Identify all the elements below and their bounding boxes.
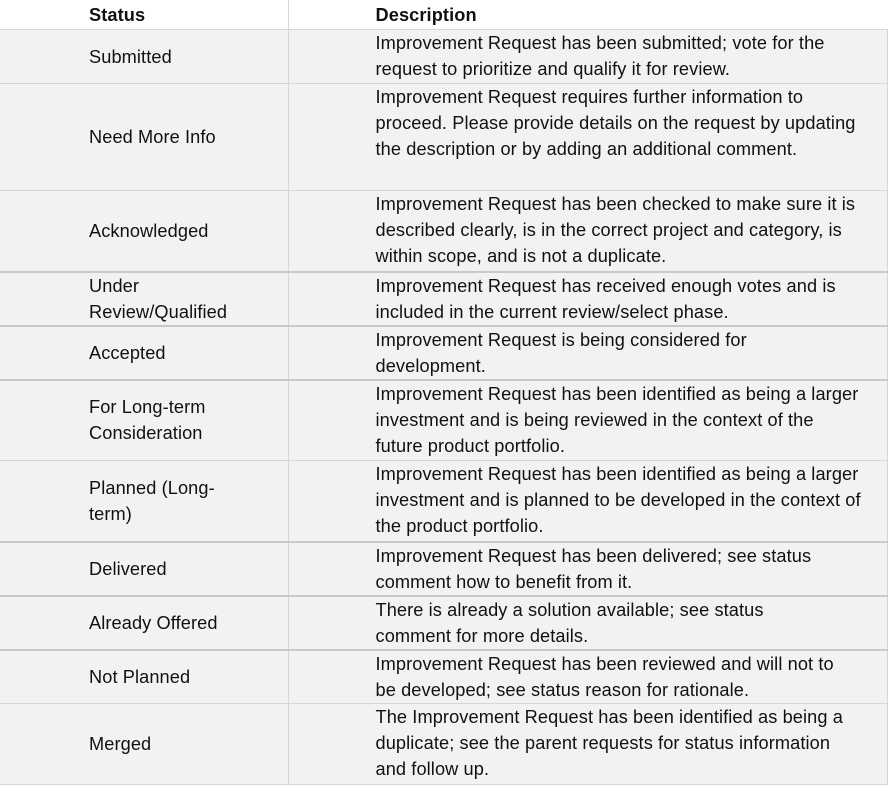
description-cell: Improvement Request has been checked to make sure it is described clearly, is in the correct project and category, is within scope, and is not a duplicate.	[288, 191, 887, 272]
table-row	[0, 30, 887, 84]
status-column-header: Status	[0, 0, 288, 30]
status-cell: For Long-term Consideration	[0, 380, 288, 461]
table-row	[0, 326, 887, 380]
description-cell: Improvement Request has been identified as being a larger investment and is being reviewed in the context of the future product portfolio.	[288, 380, 887, 461]
status-cell: Delivered	[0, 542, 288, 596]
status-cell: Already Offered	[0, 596, 288, 650]
description-cell: Improvement Request has been identified as being a larger investment and is planned to be developed in the context of the product portfolio.	[288, 461, 887, 542]
status-cell: Not Planned	[0, 650, 288, 704]
table-row	[0, 461, 887, 542]
description-cell: Improvement Request has been submitted; vote for the request to prioritize and qualify it for review.	[288, 30, 887, 84]
table-row	[0, 272, 887, 326]
table-row	[0, 380, 887, 461]
status-cell: Under Review/Qualified	[0, 272, 288, 326]
header-row	[0, 0, 887, 30]
description-cell: Improvement Request requires further information to proceed. Please provide details on the request by updating the description or by adding an additional comment.	[288, 84, 887, 191]
description-cell: Improvement Request is being considered for development.	[288, 326, 887, 380]
description-cell: There is already a solution available; see status comment for more details.	[288, 596, 887, 650]
table-row	[0, 84, 887, 191]
status-cell: Acknowledged	[0, 191, 288, 272]
status-cell: Merged	[0, 704, 288, 785]
table-row	[0, 542, 887, 596]
status-cell: Submitted	[0, 30, 288, 84]
status-cell: Accepted	[0, 326, 288, 380]
status-cell: Planned (Long-term)	[0, 461, 288, 542]
description-cell: Improvement Request has been delivered; see status comment how to benefit from it.	[288, 542, 887, 596]
table-row	[0, 191, 887, 272]
table-row	[0, 596, 887, 650]
description-cell: The Improvement Request has been identified as being a duplicate; see the parent requests for status information and follow up.	[288, 704, 887, 785]
description-column-header: Description	[288, 0, 887, 30]
table-row	[0, 650, 887, 704]
description-cell: Improvement Request has received enough votes and is included in the current review/select phase.	[288, 272, 887, 326]
description-cell: Improvement Request has been reviewed and will not to be developed; see status reason for rationale.	[288, 650, 887, 704]
status-cell: Need More Info	[0, 84, 288, 191]
table-row	[0, 704, 887, 785]
